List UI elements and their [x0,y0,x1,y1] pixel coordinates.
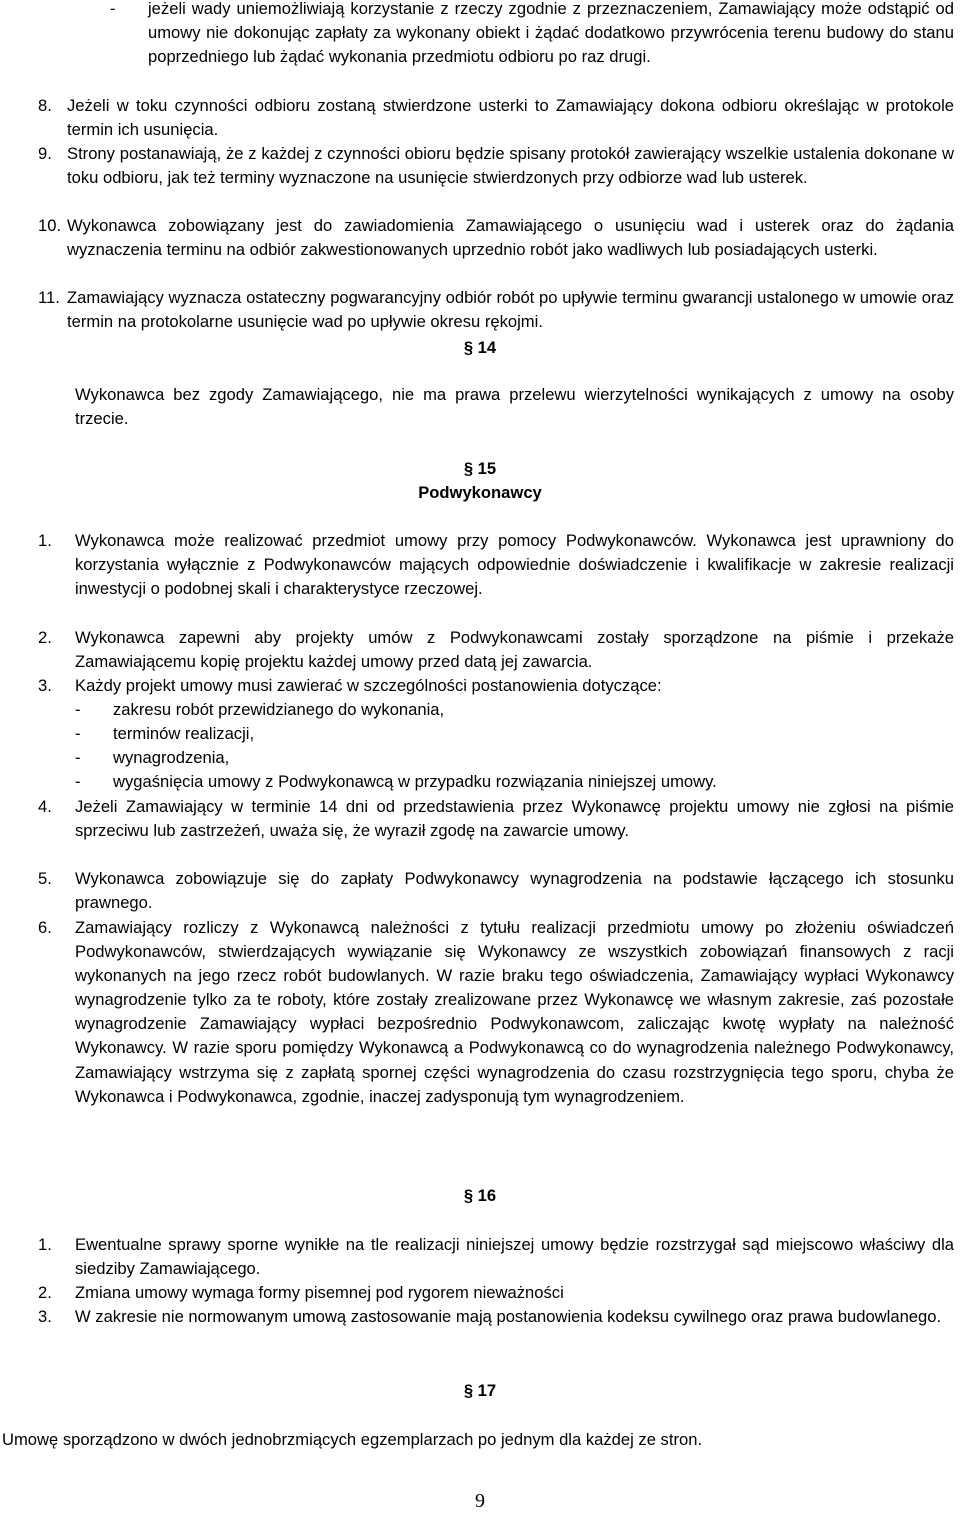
list-item: Każdy projekt umowy musi zawierać w szczególności postanowienia dotyczące: [75,676,662,695]
list-item: Zamawiający wyznacza ostateczny pogwarancyjny odbiór robót po upływie terminu gwarancji ustalonego w umowie oraz termin na protokolarne usunięcie wad po upływie okresu rękojmi. [67,288,954,332]
section-heading-17: § 17 [463,1381,497,1400]
item-number: 9. [38,144,52,163]
list-item: jeżeli wady uniemożliwiają korzystanie z rzeczy zgodnie z przeznaczeniem, Zamawiający może odstąpić od umowy nie dokonując zapłaty za wykonany obiekt i żądać dodatkowo przywrócenia terenu budowy do stanu poprzedniego lub żądać wykonania przedmiotu odbioru po raz drugi. [148,0,954,67]
list-item: Zmiana umowy wymaga formy pisemnej pod rygorem nieważności [75,1283,564,1302]
section-paragraph: Umowę sporządzono w dwóch jednobrzmiących egzemplarzach po jednym dla każdej ze stron. [2,1430,703,1449]
list-item: W zakresie nie normowanym umową zastosowanie mają postanowienia kodeksu cywilnego oraz prawa budowlanego. [75,1307,942,1326]
item-number: 4. [38,797,52,816]
list-dash: - [110,0,116,18]
item-number: 1. [38,1235,52,1254]
list-dash: - [75,724,81,743]
item-number: 11. [38,288,60,307]
sub-item: wynagrodzenia, [113,748,230,767]
list-dash: - [75,772,81,791]
section-paragraph: Wykonawca bez zgody Zamawiającego, nie ma prawa przelewu wierzytelności wynikających z umowy na osoby trzecie. [75,385,954,429]
page-number: 9 [475,1490,485,1512]
item-number: 3. [38,676,52,695]
sub-item: zakresu robót przewidzianego do wykonania, [113,700,445,719]
item-number: 8. [38,96,52,115]
list-dash: - [75,748,81,767]
section-heading-14: § 14 [463,338,497,357]
item-number: 2. [38,628,52,647]
list-item: Jeżeli w toku czynności odbioru zostaną stwierdzone usterki to Zamawiający dokona odbioru określając w protokole termin ich usunięcia. [67,96,954,140]
item-number: 10. [38,216,62,235]
sub-item: wygaśnięcia umowy z Podwykonawcą w przypadku rozwiązania niniejszej umowy. [113,772,717,791]
list-item: Ewentualne sprawy sporne wynikłe na tle realizacji niniejszej umowy będzie rozstrzygał sąd miejscowo właściwy dla siedziby Zamawiającego. [75,1235,954,1279]
section-heading-16: § 16 [463,1186,497,1205]
list-item: Zamawiający rozliczy z Wykonawcą należności z tytułu realizacji przedmiotu umowy po złożeniu oświadczeń Podwykonawców, stwierdzających wywiązanie się Wykonawcy ze wszystkich zobowiązań finansowych z racji wykonanych na jego rzecz robót budowlanych. W razie braku tego oświadczenia, Zamawiający wypłaci Wykonawcy wynagrodzenie tylko za te roboty, które zostały zrealizowane przez Wykonawcę we własnym zakresie, zaś pozostałe wynagrodzenie Zamawiający wypłaci bezpośrednio Podwykonawcom, zaliczając kwotę wypłaty na należność Wykonawcy. W razie sporu pomiędzy Wykonawcą a Podwykonawcą co do wynagrodzenia należnego Podwykonawcy, Zamawiający wstrzyma się z zapłatą spornej części wynagrodzenia do czasu rozstrzygnięcia tego sporu, chyba że Wykonawca i Podwykonawca, zgodnie, inaczej zadysponują tym wynagrodzeniem. [75,918,954,1106]
sub-item: terminów realizacji, [113,724,255,743]
section-title: Podwykonawcy [418,483,542,502]
list-item: Wykonawca zapewni aby projekty umów z Podwykonawcami zostały sporządzone na piśmie i przekaże Zamawiającemu kopię projektu każdej umowy przed datą jej zawarcia. [75,628,954,672]
list-item: Wykonawca zobowiązany jest do zawiadomienia Zamawiającego o usunięciu wad i usterek oraz do żądania wyznaczenia terminu na odbiór zakwestionowanych uprzednio robót jako wadliwych lub posiadających usterki. [67,216,954,260]
item-number: 3. [38,1307,52,1326]
list-item: Jeżeli Zamawiający w terminie 14 dni od przedstawienia przez Wykonawcę projektu umowy nie zgłosi na piśmie sprzeciwu lub zastrzeżeń, uważa się, że wyraził zgodę na zawarcie umowy. [75,797,954,841]
list-item: Wykonawca zobowiązuje się do zapłaty Podwykonawcy wynagrodzenia na podstawie łączącego ich stosunku prawnego. [75,869,954,913]
item-number: 2. [38,1283,52,1302]
list-item: Wykonawca może realizować przedmiot umowy przy pomocy Podwykonawców. Wykonawca jest uprawniony do korzystania wyłącznie z Podwykonawców mających odpowiednie doświadczenie i kwalifikacje w zakresie realizacji inwestycji o podobnej skali i charakterystyce rzeczowej. [75,531,954,599]
item-number: 5. [38,869,52,888]
section-heading-15: § 15 [463,459,497,478]
list-item: Strony postanawiają, że z każdej z czynności obioru będzie spisany protokół zawierający wszelkie ustalenia dokonane w toku odbioru, jak też terminy wyznaczone na usunięcie stwierdzonych przy odbiorze wad lub usterek. [67,144,954,188]
item-number: 1. [38,531,52,550]
item-number: 6. [38,918,52,937]
list-dash: - [75,700,81,719]
